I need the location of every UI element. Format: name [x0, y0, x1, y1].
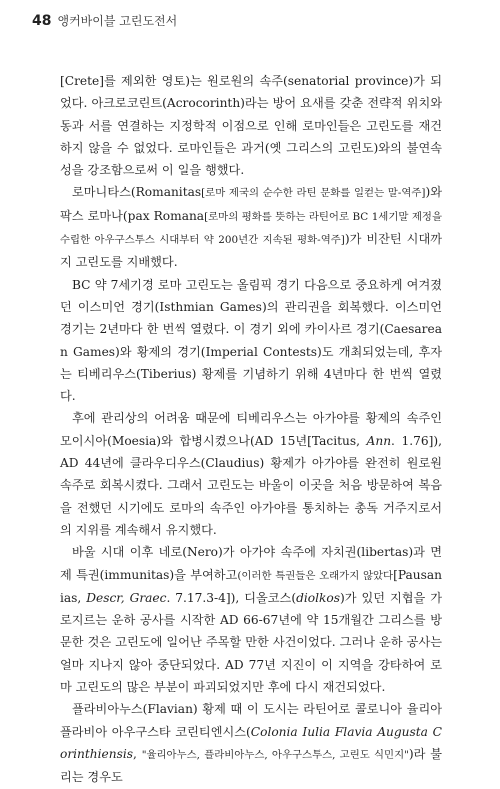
text-run: 플라비아누스(Flavian) 황제 때 이 도시는 라틴어로 콜로니아 율리아 플라비아 아우구스타 코린티엔시스(	[60, 702, 442, 739]
text-run: BC 약 7세기경 로마 고린도는 올림픽 경기 다음으로 중요하게 여겨졌던 이스미언 경기(Isthmian Games)의 관리권을 회복했다. 이스미언 경기는 2년마다 한 번씩 열렸다. 이 경기 외에 카이사르 경기(Caesarean Games)와 황제의 경기(Imperial Contests)도 개최되었는데, 후자는 티베리우스(Tiberius) 황제를 기념하기 위해 4년마다 한 번씩 열렸다.	[60, 277, 442, 404]
text-run: . 7.17.3-4]), 디올코스(	[166, 590, 297, 605]
italic-text: Descr, Graec	[86, 590, 167, 605]
text-run: )가 비잔틴 시대까지 고린도를 지배했다.	[60, 232, 442, 270]
text-run: 바울 시대 이후 네로(Nero)가 아가야 속주에 자치권(libertas)과 면제 특권(immunitas)을 부여하고	[60, 545, 442, 582]
page-number: 48	[32, 13, 52, 29]
paragraph	[60, 70, 442, 181]
text-run: [Crete]를 제외한 영토)는 원로원의 속주(senatorial province)가 되었다. 아크로코린트(Acrocorinth)라는 방어 요새를 갖춘 전략적 위치와 동과 서를 연결하는 지정학적 이점으로 인해 로마인들은 고린도를 재건하지 않을 수 없었다. 로마인들은 과거(옛 그리스의 고린도)와의 불연속성을 강조함으로써 이 일을 행했다.	[60, 74, 442, 178]
text-run: )가 있던 지협을 가로지르는 운하 공사를 시작한 AD 66-67년에 약 15개월간 그리스를 방문한 것은 고린도에 일어난 주목할 만한 사건이었다. 그러나 운하 공사는 얼마 지나지 않아 중단되었다. AD 77년 지진이 이 지역을 강타하여 로마 고린도의 많은 부분이 파괴되었지만 후에 다시 재건되었다.	[60, 590, 442, 695]
body-text	[60, 70, 442, 789]
annotation-text: [로마의 평화를 뜻하는 라틴어로 BC 1세기말 제정을 수립한 아우구스투스 시대부터 약 200년간 지속된 평화-역주]	[60, 210, 442, 247]
paragraph	[60, 274, 442, 408]
text-run: [Pausanias,	[60, 567, 443, 605]
text-run: . 1.76]), AD 44년에 클라우디우스(Claudius) 황제가 아가야를 완전히 원로원 속주로 회복시켰다. 그래서 고린도는 바울이 이곳을 처음 방문하여 복음을 전했던 시기에도 로마의 속주인 아가야를 통치하는 총독 거주지로서의 지위를 계속해서 유지했다.	[60, 433, 442, 537]
annotation-text: [로마 제국의 순수한 라틴 문화를 일컫는 말-역주]	[201, 187, 426, 200]
text-run: 후에 관리상의 어려움 때문에 티베리우스는 아가야를 황제의 속주인 모이시아(Moesia)와 합병시켰으나(AD 15년[Tacitus,	[60, 411, 442, 448]
paragraph	[60, 407, 442, 541]
italic-text: Ann	[366, 433, 392, 448]
book-title: 앵커바이블 고린도전서	[57, 14, 178, 28]
running-header	[32, 12, 177, 29]
text-run: )라 불리는 경우도	[60, 746, 442, 785]
text-run: 로마니타스(Romanitas	[72, 185, 202, 200]
text-run: )와 팍스 로마나(pax Romana	[60, 185, 442, 223]
italic-text: diolkos	[296, 590, 341, 605]
text-run: ,	[133, 746, 142, 761]
annotation-text: "율리아누스, 플라비아누스, 아우구스투스, 고린도 식민지"	[141, 748, 409, 761]
paragraph	[60, 698, 442, 788]
annotation-text: (이러한 특권들은 오래가지 않았다	[237, 569, 394, 582]
italic-text: Colonia Iulia Flavia Augusta Corinthiensis	[60, 724, 442, 761]
paragraph	[60, 541, 442, 698]
paragraph	[60, 181, 442, 273]
